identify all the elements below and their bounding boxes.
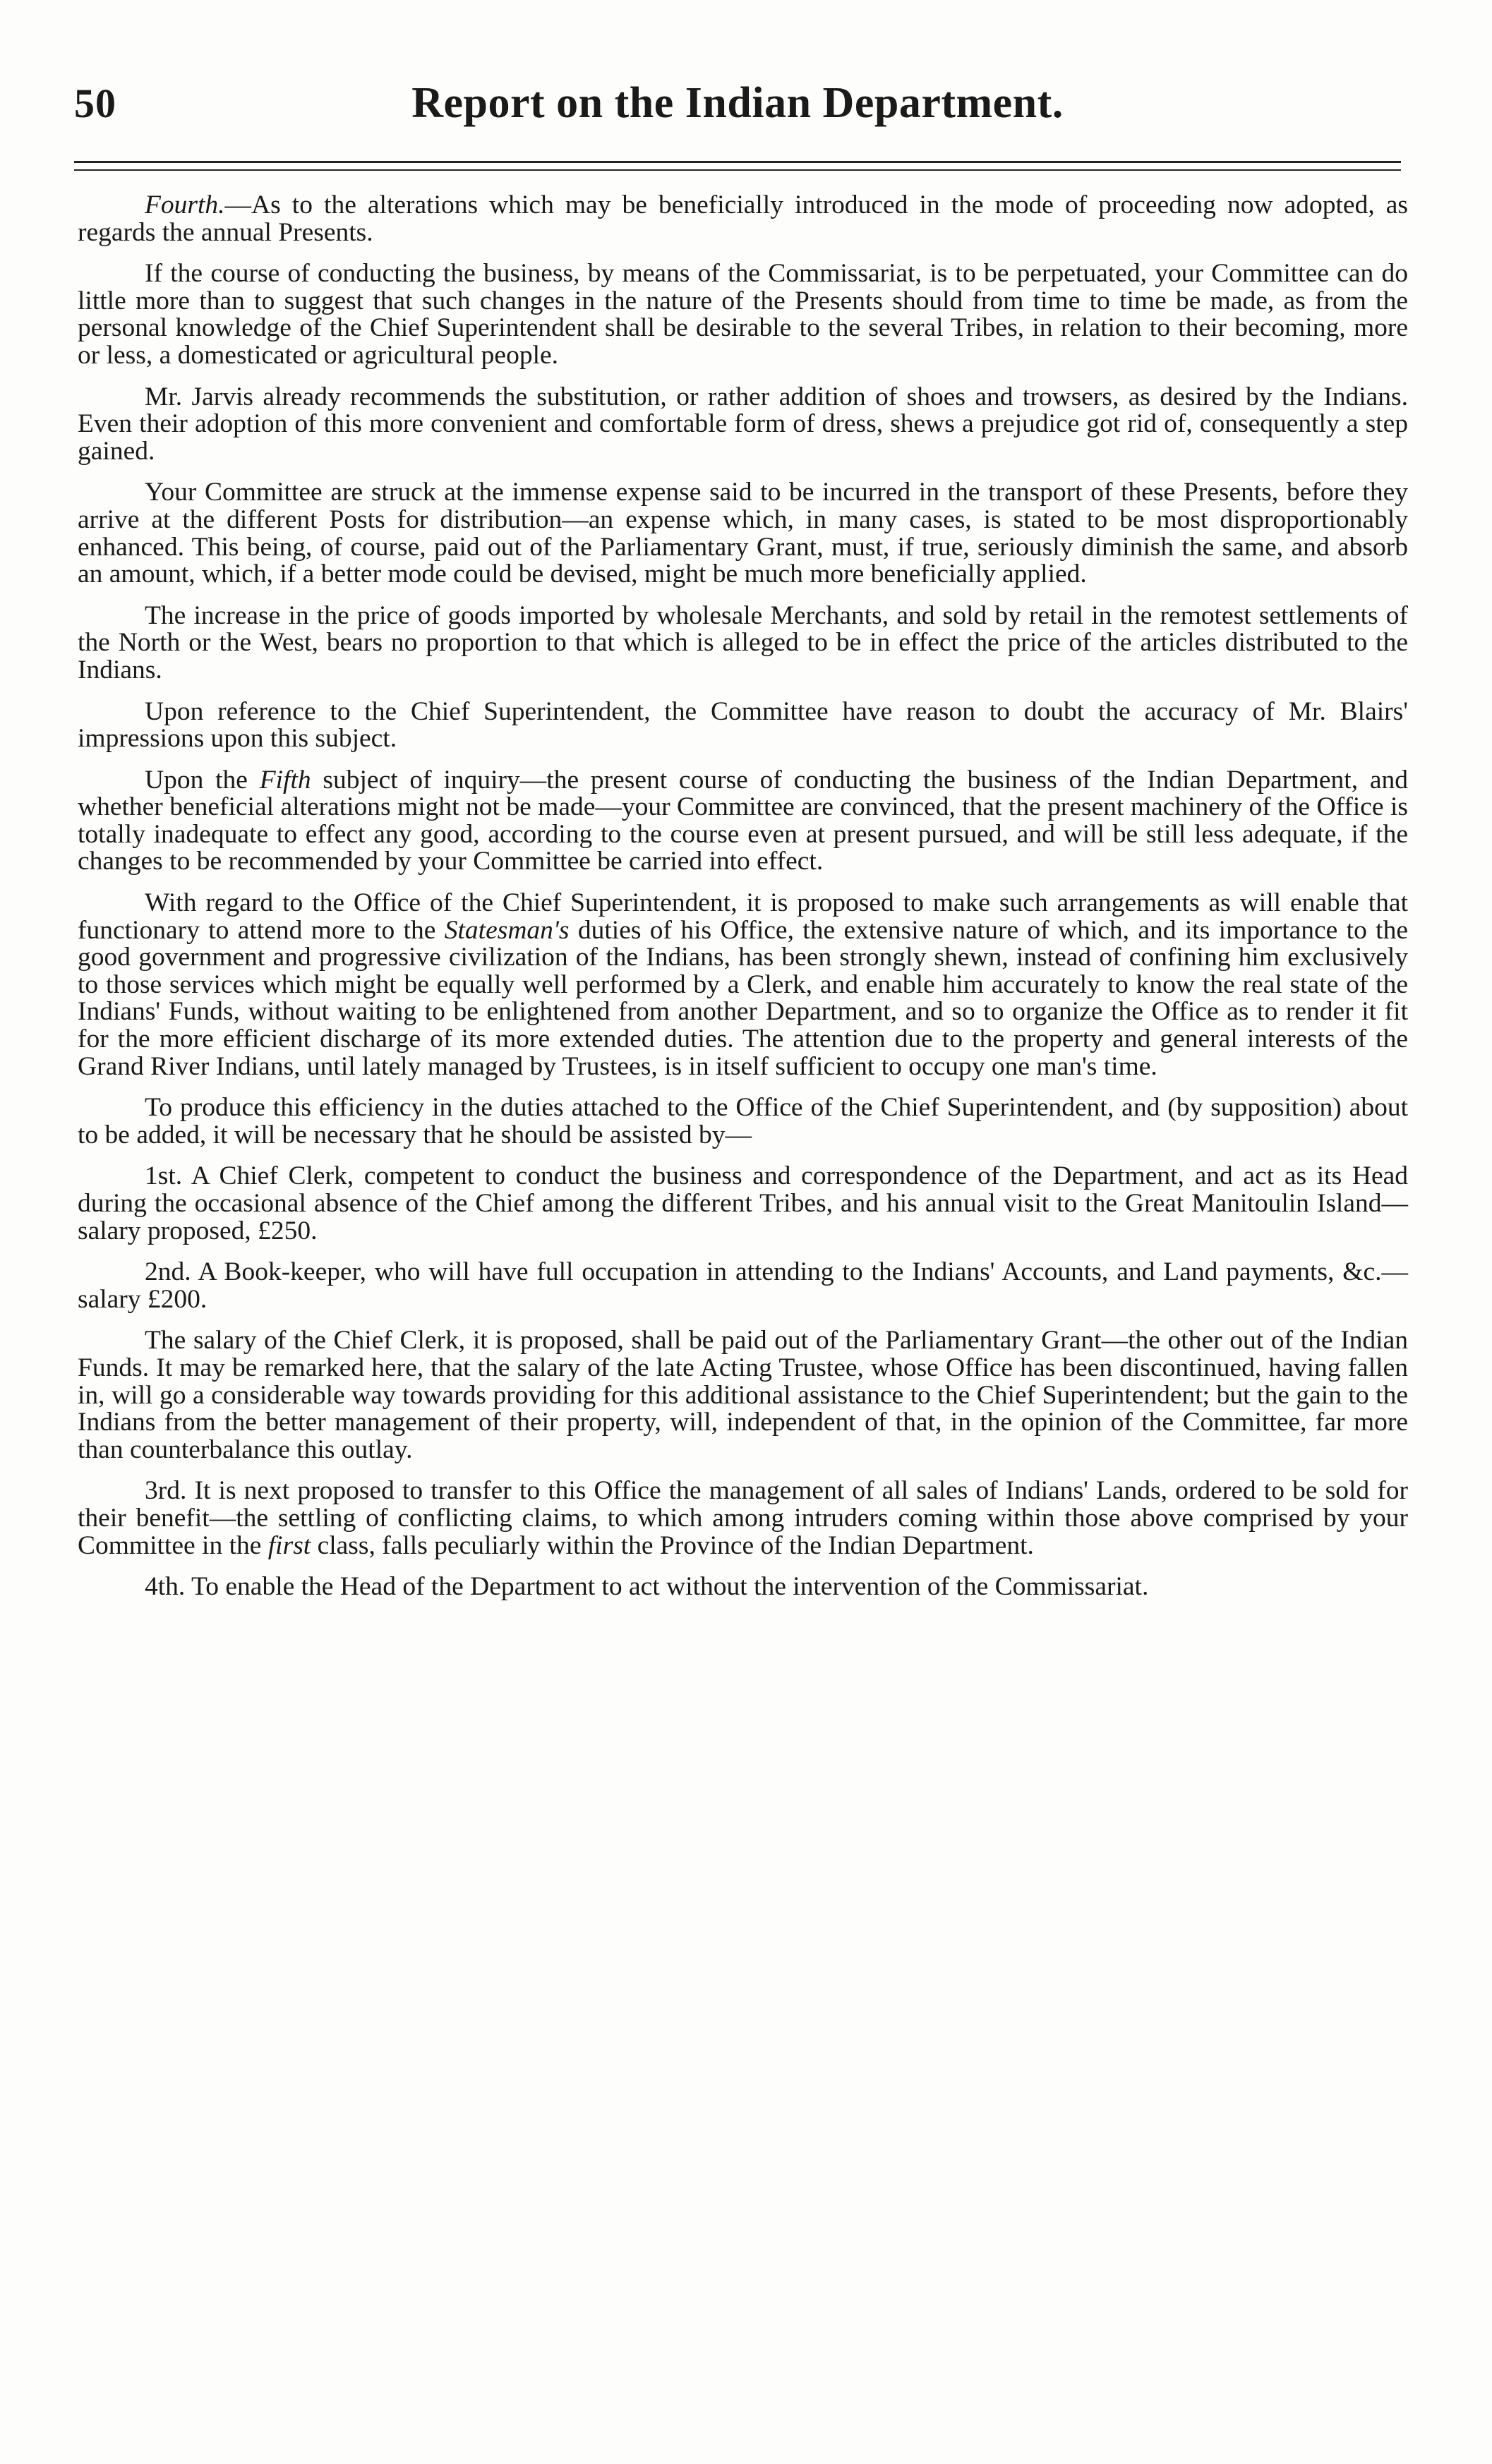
paragraph-text-before: With regard to the Office of the Chief Superintendent, it is proposed to make such arrangements as will enable that functionary to attend more to the [78, 888, 1408, 945]
running-title: Report on the Indian Department. [411, 79, 1064, 127]
paragraph-first-chief-clerk: 1st. A Chief Clerk, competent to conduct the business and correspondence of the Department, and act as its Head during the occasional absence of the Chief among the different Tribes, and his annual visit to the Great Manitoulin Island—salary proposed, £250. [78, 1161, 1408, 1245]
paragraph-efficiency: To produce this efficiency in the duties attached to the Office of the Chief Superintendent, and (by supposition) about to be added, it will be necessary that he should be assisted by— [78, 1093, 1408, 1149]
paragraph-text: —As to the alterations which may be beneficially introduced in the mode of proceeding now adopted, as regards the annual Presents. [78, 191, 1408, 247]
paragraph-text-before: 3rd. It is next proposed to transfer to this Office the management of all sales of Indians' Lands, ordered to be sold for their benefit—the settling of conflicting claims, to which among intruders coming within those above comprised by your Committee in the [78, 1476, 1408, 1560]
paragraph-commissariat: If the course of conducting the business, by means of the Commissariat, is to be perpetuated, your Committee can do little more than to suggest that such changes in the nature of the Presents should from time to time be made, as from the personal knowledge of the Chief Superintendent shall be desirable to the several Tribes, in relation to their becoming, more or less, a domesticated or agricultural people. [78, 259, 1408, 370]
paragraph-text-after: duties of his Office, the extensive nature of which, and its importance to the good government and progressive civilization of the Indians, has been strongly shewn, instead of confining him exclusively to those services which might be equally well performed by a Clerk, and enable him accurately to know the real state of the Indians' Funds, without waiting to be enlightened from another Department, and so to organize the Office as to render it fit for the more efficient discharge of its more extended duties. The attention due to the property and general interests of the Grand River Indians, until lately managed by Trustees, is in itself sufficient to occupy one man's time. [78, 915, 1408, 1081]
paragraph-text-after: class, falls peculiarly within the Province of the Indian Department. [311, 1530, 1034, 1560]
paragraph-salary: The salary of the Chief Clerk, it is proposed, shall be paid out of the Parliamentary Grant—the other out of the Indian Funds. It may be remarked here, that the salary of the late Acting Trustee, whose Office has been discontinued, having fallen in, will go a considerable way towards providing for this additional assistance to the Chief Superintendent; but the gain to the Indians from the better management of their property, will, independent of that, in the opinion of the Committee, far more than counterbalance this outlay. [78, 1326, 1408, 1464]
header-rule-top [74, 161, 1401, 163]
paragraph-fourth-subject [78, 192, 1408, 246]
paragraph-mr-jarvis: Mr. Jarvis already recommends the substitution, or rather addition of shoes and trowsers, as desired by the Indians. Even their adoption of this more convenient and comfortable form of dress, shews a prejudice got rid of, consequently a step gained. [78, 382, 1408, 466]
paragraph-lead-italic: Fourth. [145, 191, 225, 219]
paragraph-fifth-subject [78, 767, 1408, 876]
paragraph-italic: first [267, 1530, 311, 1560]
header-rule-bottom [74, 169, 1401, 171]
paragraph-italic: Fifth [259, 765, 311, 795]
paragraph-second-book-keeper: 2nd. A Book-keeper, who will have full occupation in attending to the Indians' Accounts, and Land payments, &c.—salary £200. [78, 1257, 1408, 1314]
paragraph-fourth-item: 4th. To enable the Head of the Department to act without the intervention of the Commissariat. [145, 1572, 1149, 1602]
paragraph-reference: Upon reference to the Chief Superintendent, the Committee have reason to doubt the accuracy of Mr. Blairs' impressions upon this subject. [78, 696, 1408, 754]
paragraph-third-lands [78, 1478, 1408, 1559]
paragraph-text-after: subject of inquiry—the present course of conducting the business of the Indian Department, and whether beneficial alterations might not be made—your Committee are convinced, that the present machinery of the Office is totally inadequate to effect any good, according to the course even at present pursued, and will be still less adequate, if the changes to be recommended by your Committee be carried into effect. [78, 765, 1408, 876]
paragraph-transport-expense: Your Committee are struck at the immense expense said to be incurred in the transport of these Presents, before they arrive at the different Posts for distribution—an expense which, in many cases, is stated to be most disproportionably enhanced. This being, of course, paid out of the Parliamentary Grant, must, if true, seriously diminish the same, and absorb an amount, which, if a better mode could be devised, might be much more beneficially applied. [78, 478, 1408, 589]
paragraph-text-before: Upon the [145, 765, 260, 795]
page-number: 50 [74, 80, 116, 126]
paragraph-chief-superintendent [78, 890, 1408, 1080]
page-header [74, 74, 1401, 138]
paragraph-price-increase: The increase in the price of goods imported by wholesale Merchants, and sold by retail in the remotest settlements of the North or the West, bears no proportion to that which is alleged to be in effect the price of the articles distributed to the Indians. [78, 600, 1408, 684]
body-text [78, 192, 1408, 1601]
paragraph-italic: Statesman's [444, 915, 570, 945]
